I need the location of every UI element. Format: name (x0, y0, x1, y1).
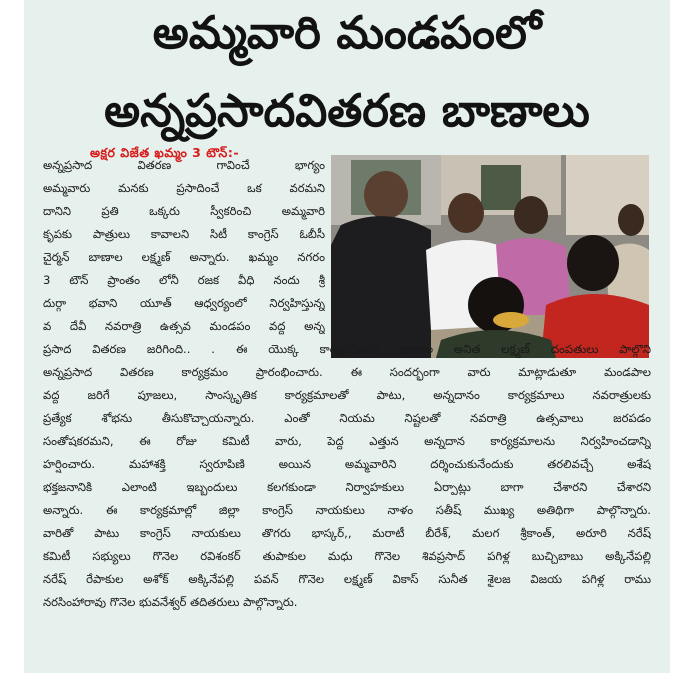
headline-line-1: అమ్మవారి మండపంలో (152, 6, 542, 59)
article-line: చైర్మన్ బాణాల లక్ష్మణ్ అన్నారు. ఖమ్మం నగరం (43, 250, 325, 264)
article-line: అన్నప్రసాద వితరణ గావించే భాగ్యం (43, 158, 325, 172)
article-line: వారితో పాటు కాంగ్రెస్ నాయకులు తొగరు భాస్కర్,, మరాటీ బీరేశ్, మలగ శ్రీకాంత్, అరూరి నరేష్ (43, 526, 651, 540)
article-line: వద్ద జరిగే పూజలు, సాంస్కృతిక కార్యక్రమాలతో పాటు, అన్నదానం కార్యక్రమాలు నవరాత్రులకు (43, 388, 651, 402)
article-line: సంతోషకరమని, ఈ రోజు కమిటీ వారు, పెద్ద ఎత్తున అన్నదాన కార్యక్రమాలను నిర్వహించడాన్ని (43, 434, 651, 448)
headline-line-2: అన్నప్రసాదవితరణ బాణాలు (104, 84, 590, 137)
news-clipping (24, 0, 670, 673)
article-line: దుర్గా భవాని యూత్ ఆధ్వర్యంలో నిర్వహిస్తున్న (43, 296, 325, 310)
article-line: దానిని ప్రతి ఒక్కరు స్వీకరించి అమ్మవారి (43, 204, 325, 218)
article-line: ప్రసాద వితరణ జరిగింది.. . ఈ యొక్క కార్యక్రమంలో బాణాల అనిత లక్ష్మణ్ దంపతులు పాల్గొని (43, 342, 651, 356)
article-line: కమిటీ సభ్యులు గొనెల రవిశంకర్ తుపాకుల మధు గొనెల శివప్రసాద్ పగిళ్ల బుచ్చిబాబు అక్కినేపల్లి (43, 549, 651, 563)
article-line: కృపకు పాత్రులు కావాలని సిటీ కాంగ్రెస్ ఓబీసీ (43, 227, 325, 241)
article-line: నరేష్ రేపాకుల అశోక్ అక్కినేపల్లి పవన్ గొనెల లక్ష్మణ్ వికాస్ సునీత శైలజ విజయ పగిళ్ల రాము (43, 572, 651, 586)
article-line: భక్తజనానికి ఎలాంటి ఇబ్బందులు కలగకుండా నిర్వాహకులు ఏర్పాట్లు బాగా చేశారని చేశారని (43, 480, 651, 494)
article-line: ప్రత్యేక శోభను తీసుకొచ్చాయన్నారు. ఎంతో నియమ నిష్టలతో నవరాత్రి ఉత్సవాలు జరపడం (43, 411, 651, 425)
article-line: అన్నప్రసాద వితరణ కార్యక్రమం ప్రారంభించారు. ఈ సందర్భంగా వారు మాట్లాడుతూ మండపాల (43, 365, 651, 379)
article-line: 3 టౌన్ ప్రాంతం లోనీ రజక వీధి నందు శ్రీ (43, 273, 325, 287)
article-line: వ దేవీ నవరాత్రి ఉత్సవ మండపం వద్ద అన్న (43, 319, 325, 333)
article-line: అమ్మవారు మనకు ప్రసాదించే ఒక వరమని (43, 181, 325, 195)
article-line: హర్షించారు. మహాశక్తి స్వరూపిణి అయిన అమ్మవారిని దర్శించుకునేందుకు తరలివచ్చే అశేష (43, 457, 651, 471)
article-line: అన్నారు. ఈ కార్యక్రమాల్లో జిల్లా కాంగ్రెస్ నాయకులు నాళం సతీష్ ముఖ్య అతిథిగా పాల్గొన్నారు. (43, 503, 651, 517)
article-line: నరసింహారావు గొనెల భువనేశ్వర్ తదితరులు పాల్గొన్నారు. (43, 595, 298, 609)
event-photo (331, 155, 649, 358)
dateline: అక్షర విజేత ఖమ్మం 3 టౌన్:- (90, 145, 240, 160)
